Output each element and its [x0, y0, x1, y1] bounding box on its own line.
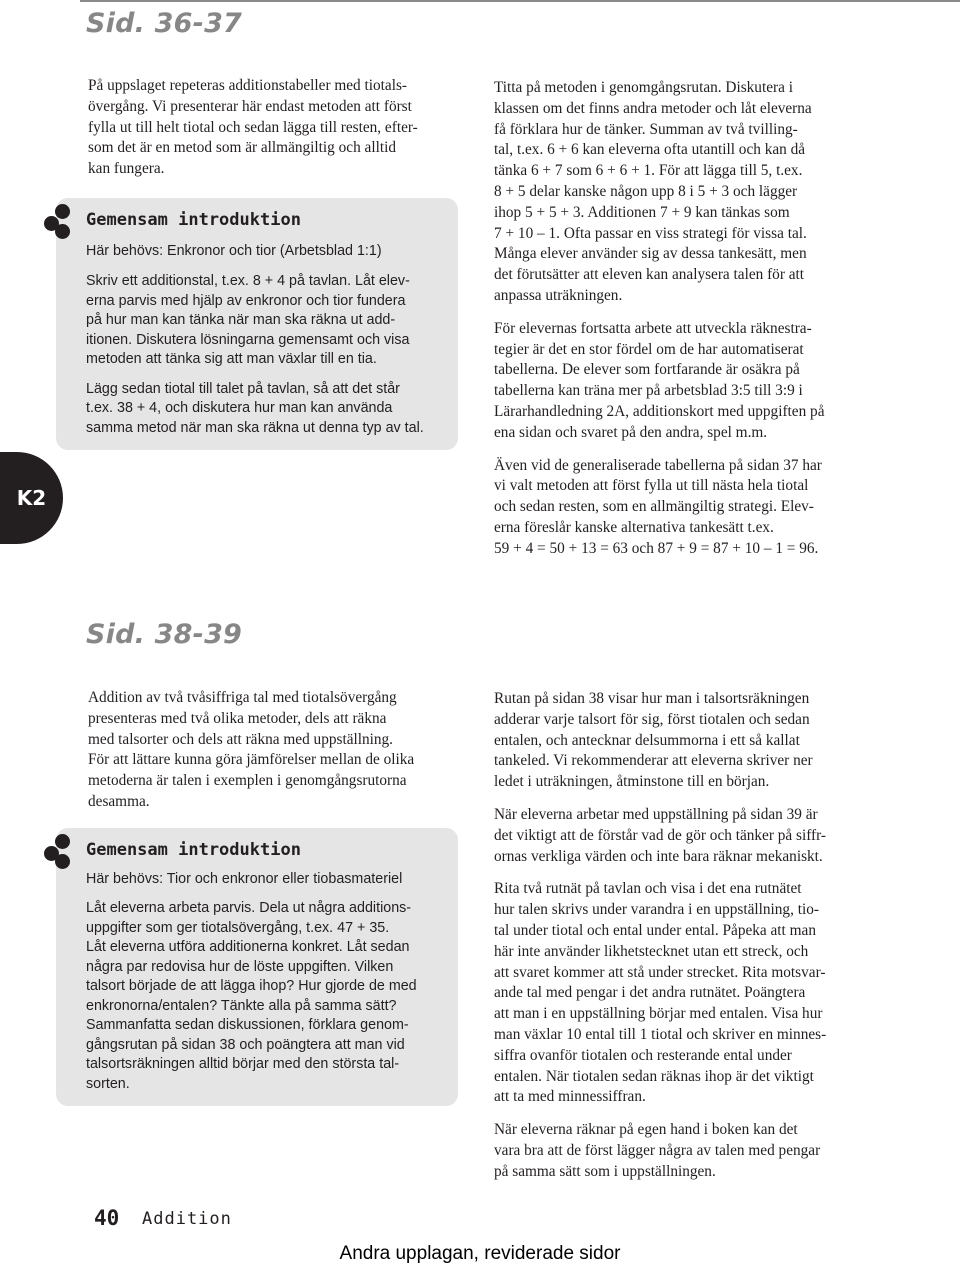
text-line: som det är en metod som är allmängiltig och alltid	[88, 139, 396, 157]
bullet-dots-icon	[44, 832, 80, 868]
text-line: vara bra att de först lägger några av talen med pengar	[494, 1141, 821, 1159]
text-line: För elevernas fortsatta arbete att utveckla räknestra-	[494, 319, 812, 337]
s1-box-body	[86, 272, 466, 448]
s2-intro-paragraph	[88, 688, 468, 813]
s1-box-subtitle: Här behövs: Enkronor och tior (Arbetsblad 1:1)	[86, 243, 382, 259]
text-line: övergång. Vi presenterar här endast metoden att först	[88, 97, 412, 115]
paragraph	[494, 805, 894, 867]
text-line: på samma sätt som i uppställningen.	[494, 1162, 716, 1180]
s2-box-subtitle: Här behövs: Tior och enkronor eller tiobasmateriel	[86, 871, 403, 887]
text-line: ihop 5 + 5 + 3. Additionen 7 + 9 kan tänkas som	[494, 203, 790, 221]
text-line: metoderna är talen i exemplen i genomgångsrutorna	[88, 772, 407, 790]
text-line: Rutan på sidan 38 visar hur man i talsortsräkningen	[494, 690, 810, 707]
top-rule	[80, 0, 960, 2]
text-line: med talsorter och dels att räkna med uppställning.	[88, 730, 394, 748]
text-line: Många elever använder sig av dessa tankesätt, men	[494, 245, 807, 263]
text-line: ornas verkliga värden och inte bara räknar mekaniskt.	[494, 847, 823, 865]
paragraph	[494, 78, 894, 307]
text-line: talsortsräkningen alltid börjar med den största tal-	[86, 1056, 400, 1072]
text-line: Lägg sedan tiotal till talet på tavlan, så att det står	[86, 380, 400, 397]
text-line: här inte använder likhetstecknet utan ett streck, och	[494, 942, 809, 960]
chapter-name: Addition	[142, 1209, 232, 1229]
text-line: För att lättare kunna göra jämförelser mellan de olika	[88, 751, 415, 769]
text-line: 59 + 4 = 50 + 13 = 63 och 87 + 9 = 87 + 10 – 1 = 96.	[494, 539, 819, 557]
paragraph	[494, 689, 894, 793]
text-line: 7 + 10 – 1. Ofta passar en viss strategi för vissa tal.	[494, 224, 807, 242]
s1-box-title: Gemensam introduktion	[86, 210, 301, 230]
page-number: 40	[94, 1206, 120, 1230]
text-line: det viktigt att de förstår vad de gör och tänker på siffr-	[494, 826, 827, 844]
text-line: När eleverna räknar på egen hand i boken kan det	[494, 1121, 798, 1139]
text-line: Även vid de generaliserade tabellerna på sidan 37 har	[494, 456, 822, 474]
text-line: itionen. Diskutera lösningarna gemensamt och visa	[86, 331, 410, 348]
text-line: talsort började de att lägga ihop? Hur gjorde de med	[86, 978, 417, 994]
text-line: sorten.	[86, 1075, 130, 1092]
text-line: tabellerna. De elever som fortfarande är osäkra på	[494, 361, 800, 379]
text-line: På uppslaget repeteras additionstabeller med tiotals-	[88, 77, 408, 94]
s2-intro-box	[56, 828, 458, 1106]
text-line: erna parvis med hjälp av enkronor och tior fundera	[86, 292, 406, 309]
text-line: tegier är det en stor fördel om de har automatiserat	[494, 340, 804, 358]
text-line: tabellerna kan träna mer på arbetsblad 3:5 till 3:9 i	[494, 382, 803, 400]
paragraph	[494, 1120, 894, 1182]
text-line: tal, t.ex. 6 + 6 kan eleverna ofta utantill och kan då	[494, 141, 806, 159]
section-title-36-37: Sid. 36-37	[86, 8, 243, 39]
text-line: siffra ovanför tiotalen och resterande ental under	[494, 1046, 792, 1064]
text-line: entalen. När tiotalen sedan räknas ihop är det viktigt	[494, 1067, 814, 1085]
text-line: och sedan resten, som en allmängiltig strategi. Elev-	[494, 498, 814, 516]
s1-intro-text	[88, 76, 468, 192]
text-line: gångsrutan på sidan 38 och poängtera att man vid	[86, 1036, 405, 1053]
s2-right-column	[494, 689, 894, 1195]
paragraph	[86, 899, 466, 1094]
text-line: att ta med minnessiffran.	[494, 1088, 646, 1106]
paragraph	[86, 272, 466, 370]
text-line: anpassa uträkningen.	[494, 286, 623, 304]
text-line: Addition av två tvåsiffriga tal med tiotalsövergång	[88, 689, 397, 706]
section-title-38-39: Sid. 38-39	[86, 619, 243, 650]
text-line: man växlar 10 ental till 1 tiotal och skriver en minnes-	[494, 1025, 827, 1043]
text-line: Lärarhandledning 2A, additionskort med uppgiften på	[494, 402, 825, 420]
s1-intro-box	[56, 198, 458, 450]
text-line: ena sidan och svaret på den andra, spel m.m.	[494, 423, 768, 441]
paragraph	[86, 380, 466, 439]
paragraph	[494, 319, 894, 444]
text-line: Låt eleverna utföra additionerna konkret. Låt sedan	[86, 939, 410, 955]
text-line: Skriv ett additionstal, t.ex. 8 + 4 på tavlan. Låt elev-	[86, 273, 410, 289]
text-line: samma metod när man ska räkna ut denna typ av tal.	[86, 419, 424, 436]
text-line: ledet i uträkningen, åtminstone till en början.	[494, 773, 770, 791]
text-line: När eleverna arbetar med uppställning på sidan 39 är	[494, 805, 818, 823]
s2-intro-text	[88, 688, 468, 825]
text-line: Rita två rutnät på tavlan och visa i det ena rutnätet	[494, 880, 802, 898]
edition-note: Andra upplagan, reviderade sidor	[339, 1243, 621, 1264]
paragraph	[494, 879, 894, 1108]
text-line: metoden att tänka sig att man växlar till en tia.	[86, 351, 377, 367]
text-line: 8 + 5 delar kanske någon upp 8 i 5 + 3 och lägger	[494, 182, 798, 200]
text-line: några par redovisa hur de löste uppgiften. Vilken	[86, 958, 394, 975]
text-line: Låt eleverna arbeta parvis. Dela ut några additions-	[86, 900, 412, 916]
text-line: tal under tiotal och ental under ental. Påpeka att man	[494, 921, 816, 939]
s1-intro-paragraph	[88, 76, 468, 180]
text-line: kan fungera.	[88, 160, 165, 178]
text-line: uppgifter som ger tiotalsövergång, t.ex. 47 + 35.	[86, 919, 390, 936]
text-line: t.ex. 38 + 4, och diskutera hur man kan använda	[86, 400, 393, 416]
s2-box-body	[86, 899, 466, 1104]
text-line: vi valt metoden att först fylla ut till nästa hela tiotal	[494, 477, 809, 495]
text-line: att man i en uppställning börjar med entalen. Visa hur	[494, 1005, 823, 1023]
text-line: enkronorna/entalen? Tänkte alla på samma sätt?	[86, 997, 397, 1014]
text-line: adderar varje talsort för sig, först tiotalen och sedan	[494, 710, 810, 728]
bullet-dots-icon	[44, 202, 80, 238]
paragraph	[494, 456, 894, 560]
text-line: entalen, och antecknar delsummorna i ett så kallat	[494, 731, 800, 749]
text-line: erna föreslår kanske alternativa tankesätt t.ex.	[494, 518, 774, 536]
text-line: Sammanfatta sedan diskussionen, förklara genom-	[86, 1017, 409, 1033]
text-line: på hur man kan tänka när man ska räkna ut add-	[86, 312, 396, 328]
text-line: det förutsätter att eleven kan analysera talen för att	[494, 266, 805, 284]
s1-right-column	[494, 78, 894, 572]
chapter-tab	[0, 452, 63, 544]
text-line: fylla ut till helt tiotal och sedan lägga till resten, efter-	[88, 118, 418, 136]
text-line: ande tal med pengar i det andra rutnätet. Poängtera	[494, 984, 806, 1002]
text-line: presenteras med två olika metoder, dels att räkna	[88, 709, 387, 727]
text-line: att svaret kommer att stå under strecket. Rita motsvar-	[494, 963, 826, 981]
chapter-tab-label: K2	[16, 486, 47, 510]
s2-box-title: Gemensam introduktion	[86, 840, 301, 860]
text-line: Titta på metoden i genomgångsrutan. Diskutera i	[494, 79, 793, 96]
text-line: desamma.	[88, 792, 150, 810]
text-line: klassen om det finns andra metoder och låt eleverna	[494, 99, 812, 117]
text-line: hur talen skrivs under varandra i en uppställning, tio-	[494, 901, 819, 919]
text-line: få förklara hur de tänker. Summan av två tvilling-	[494, 120, 798, 138]
text-line: tänka 6 + 7 som 6 + 6 + 1. För att lägga till 5, t.ex.	[494, 162, 803, 180]
text-line: tankeled. Vi rekommenderar att eleverna skriver ner	[494, 752, 813, 770]
